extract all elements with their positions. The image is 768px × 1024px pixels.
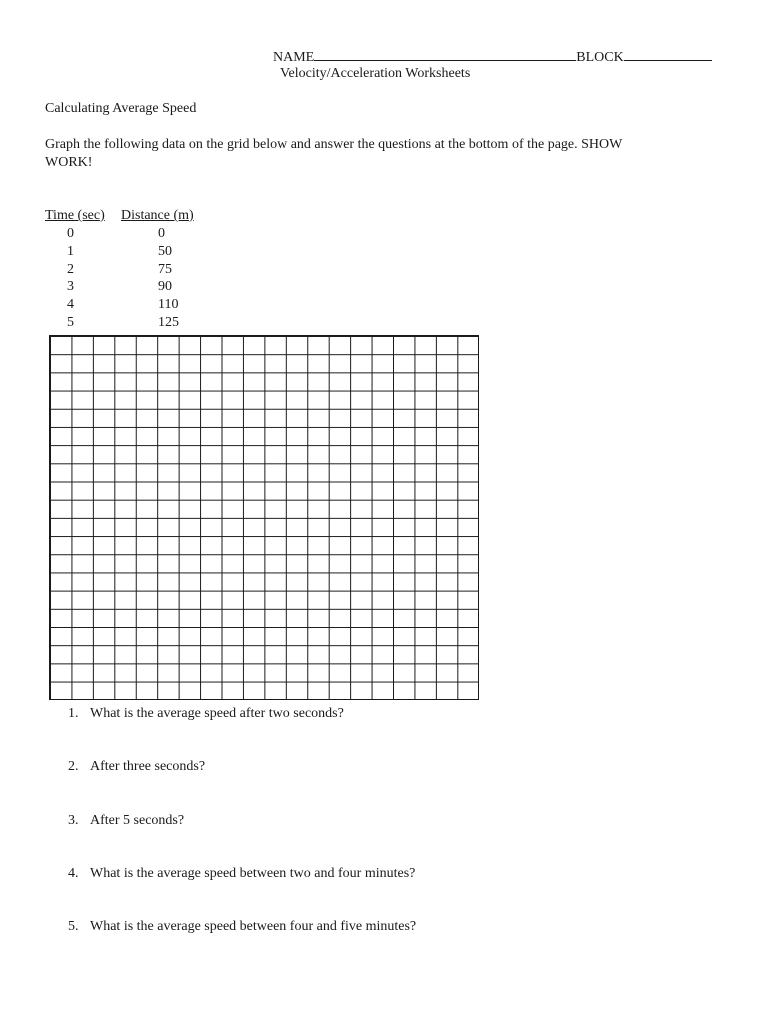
question-number: 1. <box>68 706 79 721</box>
data-table-header <box>45 208 105 225</box>
worksheet-title: Velocity/Acceleration Worksheets <box>280 66 471 81</box>
distance-cell: 110 <box>158 297 179 312</box>
instructions-line-2: WORK! <box>45 155 93 170</box>
question-text: What is the average speed between two and four minutes? <box>90 866 416 881</box>
name-label: NAME <box>273 50 315 65</box>
distance-cell: 75 <box>158 262 172 277</box>
question-item <box>68 706 344 722</box>
question-text: What is the average speed after two seconds? <box>90 706 344 721</box>
question-number: 3. <box>68 813 79 828</box>
time-cell: 1 <box>67 244 74 259</box>
instructions-line-1: Graph the following data on the grid below and answer the questions at the bottom of the page. SHOW <box>45 137 623 152</box>
distance-cell: 50 <box>158 244 172 259</box>
name-blank-line[interactable] <box>314 48 576 61</box>
distance-cell: 125 <box>158 315 179 330</box>
time-cell: 5 <box>67 315 74 330</box>
distance-cell: 90 <box>158 279 172 294</box>
distance-cell: 0 <box>158 226 165 241</box>
question-item <box>68 813 184 829</box>
question-item <box>68 866 415 882</box>
distance-column-header: Distance (m) <box>121 208 194 223</box>
question-item <box>68 919 416 935</box>
time-cell: 3 <box>67 279 74 294</box>
name-field[interactable] <box>273 48 712 67</box>
time-cell: 0 <box>67 226 74 241</box>
graph-grid[interactable] <box>49 335 479 700</box>
question-item <box>68 759 205 775</box>
question-number: 5. <box>68 919 79 934</box>
time-cell: 2 <box>67 262 74 277</box>
question-number: 4. <box>68 866 79 881</box>
question-number: 2. <box>68 759 79 774</box>
block-label: BLOCK <box>576 50 624 65</box>
time-column-header: Time (sec) <box>45 208 105 223</box>
time-cell: 4 <box>67 297 74 312</box>
section-title: Calculating Average Speed <box>45 101 197 116</box>
question-text: After three seconds? <box>90 759 206 774</box>
data-table-header-2 <box>121 208 194 225</box>
block-blank-line[interactable] <box>624 48 712 61</box>
question-text: After 5 seconds? <box>90 813 185 828</box>
question-text: What is the average speed between four and five minutes? <box>90 919 417 934</box>
